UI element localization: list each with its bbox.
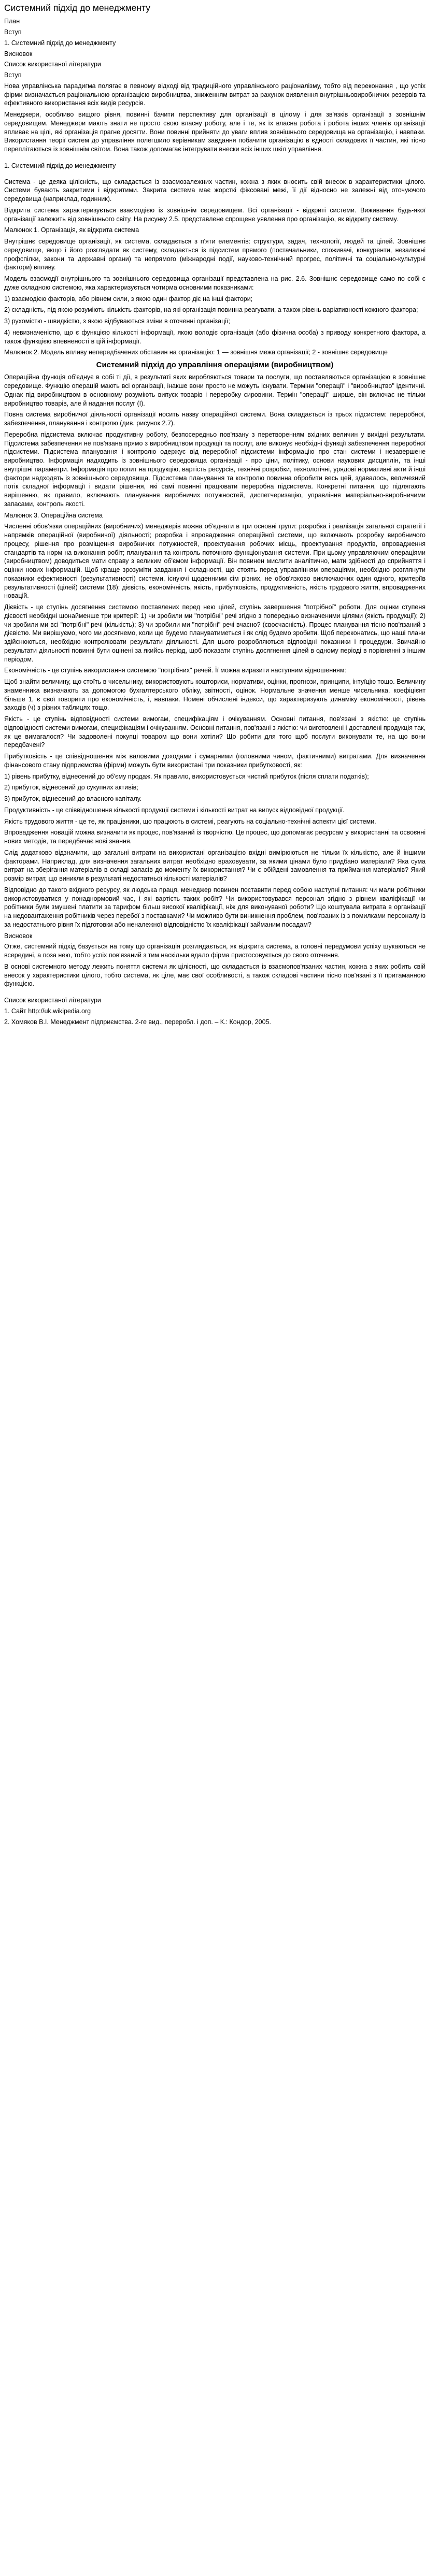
body-paragraph: Продуктивність - це співвідношення кількості продукції системи і кількості витрат на випуск відповідної продукції. <box>4 806 345 814</box>
list-item: 1) рівень прибутку, віднесений до об'єму продаж. Як правило, використовується чистий прибуток (після сплати податків); <box>4 772 369 780</box>
section-heading: Висновок <box>4 932 33 940</box>
intro-paragraph: Нова управлінська парадигма полягає в певному відході від традиційного управлінського раціоналізму, тобто від переконання , що успіх фірми визначається раціональною організацією виробництва, зниженням витрат за рахунок виявлення внутрішньовиробничих резервів та ефективного використання всіх видів ресурсів. <box>4 82 426 107</box>
document-title: Системний підхід до менеджменту <box>4 3 150 13</box>
figure-caption: Малюнок 3. Операційна система <box>4 511 103 519</box>
reference-item <box>4 1007 426 1016</box>
document-page <box>0 0 430 1033</box>
list-item: 2) складність, під якою розуміють кількість факторів, на які організація повинна реагувати, а також рівень варіативності кожного фактора; <box>4 306 418 314</box>
body-paragraph: Економічність - це ступінь використання системою "потрібних" речей. Її можна виразити наступним відношенням: <box>4 667 346 674</box>
body-paragraph: Відповідно до такого вхідного ресурсу, як людська праця, менеджер повинен поставити перед собою наступні питання: чи мали робітники використовуватися у понаднормовий час, і які вартість таких робіт? Чи використовувався персонал згідно з рівнем кваліфікації чи робітники були змушені платити за тарифом більш високої кваліфікації, ніж для виконуваної роботи? Що коштувала витрата в організації на недовантаження робітників через перебої з поставками? Чи можливо бути виникнення проблем, пов'язаних із з помилками персоналу із за недостатнього рівня їх підготовки або неналежної відповідністю їх кваліфікації займаним посадам? <box>4 886 426 928</box>
body-paragraph: Якість - це ступінь відповідності системи вимогам, специфікаціям і очікуванням. Основні питання, пов'язані з якістю: це ступінь відповідності системи вимогам, специфікаціям і очікуванням. Основні питання, пов'язані з якістю: чи виготовлені і доставлені продукція так, як це вимагалося? Чи задоволені покупці товаром що вони хотіли? Що робити для того щоб послуги виконувати те, на що вони передбачені? <box>4 715 426 749</box>
conclusion-paragraph: Отже, системний підхід базується на тому що організація розглядається, як відкрита система, а головні передумови успіху шукаються не всередині, а поза нею, тобто успіх пов'язаний з тим наскільки вдало фірма пристосовується до свого оточення. <box>4 943 426 959</box>
toc-item: Вступ <box>4 28 22 36</box>
plan-label: План <box>4 18 20 25</box>
body-paragraph: Прибутковість - це співвідношення між валовими доходами і сумарними (головними чином, фактичними) витратами. Для визначення фінансового стану підприємства (фірми) можуть бути використані три показники прибутковості, як: <box>4 753 426 769</box>
body-paragraph: Внутрішнє середовище організації, як система, складається з п'яти елементів: структури, задач, технології, людей та цілей. Зовнішнє середовище, якщо і його розглядати як систему, складається із підсистем прямого (постачальники, споживачі, конкуренти, незалежні профспілки, закони та державні органи) та непрямого (міжнародні події, науково-технічний прогрес, політичні та соціально-культурні фактори) впливу. <box>4 238 426 271</box>
body-paragraph: Система - це деяка цілісність, що складається із взаємозалежних частин, кожна з яких вносить свій внесок в характеристики цілого. Системи бувають закритими і відкритими. Закрита система має жорсткі фіксовані межі, її дії відносно не залежні від оточуючого середовища (наприклад, годинник). <box>4 178 426 203</box>
toc-item: Висновок <box>4 50 33 57</box>
body-paragraph: Впровадження новацій можна визначити як процес, пов'язаний із творчістю. Це процес, що допомагає ресурсам у використанні та освоєнні нових методів, та передбачає нові знання. <box>4 829 426 845</box>
toc-item: Список використаної літератури <box>4 61 101 68</box>
references-heading: Список використаної літератури <box>4 997 101 1004</box>
body-paragraph: Слід додатково відзначити, що загальні витрати на використані організацією вхідні вимірюються не тільки їх кількістю, але й іншими факторами. Наприклад, для визначення загальних витрат необхідно враховувати, за якими цінами було придбано матеріали? Яка сума витрат на зберігання матеріалів в складі запасів до моменту їх використання? Чи є обійдені замовлення та приймання матеріалів? Який розмір витрат, що виникли в результаті недостатньої кількості матеріалів? <box>4 848 426 883</box>
body-paragraph: Переробна підсистема включає продуктивну роботу, безпосередньо пов'язану з перетворенням вхідних величин у вихідні результати. Підсистема забезпечення не пов'язана прямо з виробництвом продукції та послуг, але виконує необхідні функції забезпечення переробної підсистеми. Підсистема планування і контролю одержує від переробної підсистеми інформацію про стан системи і незавершене виробництво. Інформація надходить із зовнішнього середовища організації - про ціни, політику, основи наукових дисциплін, та інші внутрішні параметри. Інформація про попит на продукцію, вартість ресурсів, технічні розробки, технологічні, урядові нормативні акти й інші фактори надходять із зовнішнього середовища. Підсистема планування та контролю повинна обробити весь цей, здавалось, величезний потік складної інформації і видати рішення, які самі повинні працювати переробна підсистема. Конкретні питання, що підлягають вирішенню, як правило, включають планування виробничих потужностей, диспетчеризацію, управління матеріально-виробничими запасами, контроль якості. <box>4 430 426 508</box>
body-paragraph: Модель взаємодії внутрішнього та зовнішнього середовища організації представлена на рис. 2.6. Зовнішнє середовище само по собі є дуже складною системою, яка характеризується чотирма основними показниками: <box>4 275 426 291</box>
toc-item: Вступ <box>4 71 22 79</box>
list-item: 4) невизначеністю, що є функцією кількості інформації, якою володіє організація (або фізична особа) з приводу конкретного фактора, а також функцією впевненості в цій інформації. <box>4 328 426 345</box>
reference-item: 2. Хомяков В.І. Менеджмент підприємства. 2-ге вид., переробл. і доп. – К.: Кондор, 2005. <box>4 1018 272 1026</box>
body-paragraph: Щоб знайти величину, що стоїть в чисельнику, використовують кошториси, нормативи, оцінки, прогнози, принципи, інтуїцію тощо. Величину знаменника визначають за допомогою бухгалтерського обліку, звітності, оцінок. Нормальне значення менше чисельника, коефіцієнт більше 1, є свої говорити про економічність, і, навпаки. Номені обчислені індекси, що характеризують динаміку економічності, рівень заходів (ч) з різних таблицях тощо. <box>4 678 426 712</box>
reference-link[interactable]: 1. Сайт http://uk.wikipedia.org <box>4 1007 91 1015</box>
toc-item: 1. Системний підхід до менеджменту <box>4 39 116 47</box>
list-item: 2) прибуток, віднесений до сукупних активів; <box>4 784 138 791</box>
body-paragraph: Дієвість - це ступінь досягнення системою поставлених перед нею цілей, ступінь завершення "потрібної" роботи. Для оцінки ступеня дієвості необхідні щонайменше три критерії: 1) чи зробили ми "потрібні" речі згідно з попередньо визначеними цілями (якість продукції); 2) чи зробили ми всі "потрібні" речі (кількість); 3) чи зробили ми "потрібні" речі вчасно? (своєчасність). Процес планування тісно пов'язаний з дієвістю. Ми вирішуємо, чого ми досягнемо, коли ще будемо плануватиметься і як слід будемо зробити. Щоб переконатись, що наші плани здійснюються, необхідно контролювати результати діяльності. Для цього розробляються відповідні показники і процедури. Звичайно результати діяльності повинні бути оцінені за якийсь період, щоб показати ступінь досягнення цілей в одному періоді в порівнянні з іншим періодом. <box>4 603 426 663</box>
figure-caption: Малюнок 1. Організація, як відкрита система <box>4 226 139 234</box>
list-item: 1) взаємодією факторів, або рівнем сили, з якою один фактор діє на інші фактори; <box>4 295 253 303</box>
conclusion-paragraph: В основі системного методу лежить поняття системи як цілісності, що складається із взаємопов'язаних частин, кожна з яких робить свій внесок у характеристики цілого, тобто система, як ціле, має свої особливості, а також складові частини тісно пов'язані з її притаманною функцією. <box>4 962 426 988</box>
section-heading-bold: Системний підхід до управління операціями (виробництвом) <box>96 361 334 370</box>
body-paragraph: Операційна функція об'єднує в собі ті дії, в результаті яких виробляються товари та послуги, що поставляються організацією в зовнішнє середовище. Функцію операцій мають всі організації, інакше вони просто не можуть існувати. Терміни "операції" і "виробництво" ідентичні. Однак під виробництвом в основному розуміють випуск товарів і переробку сировини. Термін "операції" ширше, він включає не тільки виробництво товарів, але й надання послуг (І). <box>4 373 426 407</box>
body-paragraph: Якість трудового життя - це те, як працівники, що працюють в системі, реагують на соціально-технічні аспекти цієї системи. <box>4 817 376 825</box>
list-item: 3) рухомістю - швидкістю, з якою відбуваються зміни в оточенні організації; <box>4 318 230 325</box>
list-item: 3) прибуток, віднесений до власного капіталу. <box>4 795 142 803</box>
body-paragraph: Повна система виробничої діяльності організації носить назву операційної системи. Вона складається із трьох підсистем: переробної, забезпечення, планування і контролю (див. рисунок 2.7). <box>4 411 426 427</box>
body-paragraph: Відкрита система характеризується взаємодією із зовнішнім середовищем. Всі організації - відкриті системи. Виживання будь-якої організації залежить від зовнішнього світу. На рисунку 2.5. представлене спрощене уявлення про організацію, як відкриту систему. <box>4 206 426 223</box>
intro-paragraph: Менеджери, особливо вищого рівня, повинні бачити перспективу для організації в цілому і для зв'язків організації з зовнішнім середовищем. Менеджери мають знати не просто свою власну роботу, але і те, як їх власна робота і робота інших членів організації впливає на цілі, які організація прагне досягти. Вони повинні прийняти до уваги вплив зовнішнього середовища на організацію, і навпаки. Використання теорії систем до управління полегшило керівникам завдання побачити організацію в єдності складових її частин, які тісно переплітаються із зовнішнім світом. Вона також допомагає інтегрувати внески всіх інших шкіл управління. <box>4 111 426 153</box>
section-heading: 1. Системний підхід до менеджменту <box>4 162 116 169</box>
body-paragraph: Численні обов'язки операційних (виробничих) менеджерів можна об'єднати в три основні групи: розробка і реалізація загальної стратегії і напрямків операційної (виробничої) діяльності; розробка і впровадження операційної системи, що включають розробку виробничого процесу, рішення про розміщення виробничих потужностей, проектування робочих місць, проектування продуктів, впровадження стандартів та норм на виконання робіт; планування та контроль поточного функціонування системи. При цьому управляючим операціями (виробництвом) доводиться мати справу з великим об'ємом інформації. Він повинен мислити аналітично, мати здібності до сприйняття і оцінки нових інформацій. Щоб краще зрозуміти завдання і складності, що стоять перед управлінням операціями, необхідно розглянути показники ефективності (результативності) системи, існуючі щоденними сім різних, не обов'язково виключаючих один одного, критеріїв результативності (цілей) системи (18): дієвість, економічність, якість, прибутковість, продуктивність, якість трудового життя, впроваджених новацій. <box>4 523 426 600</box>
figure-caption: Малюнок 2. Модель впливу непередбачених обставин на організацію: 1 — зовнішня межа організації; 2 - зовнішнє середовище <box>4 349 388 356</box>
